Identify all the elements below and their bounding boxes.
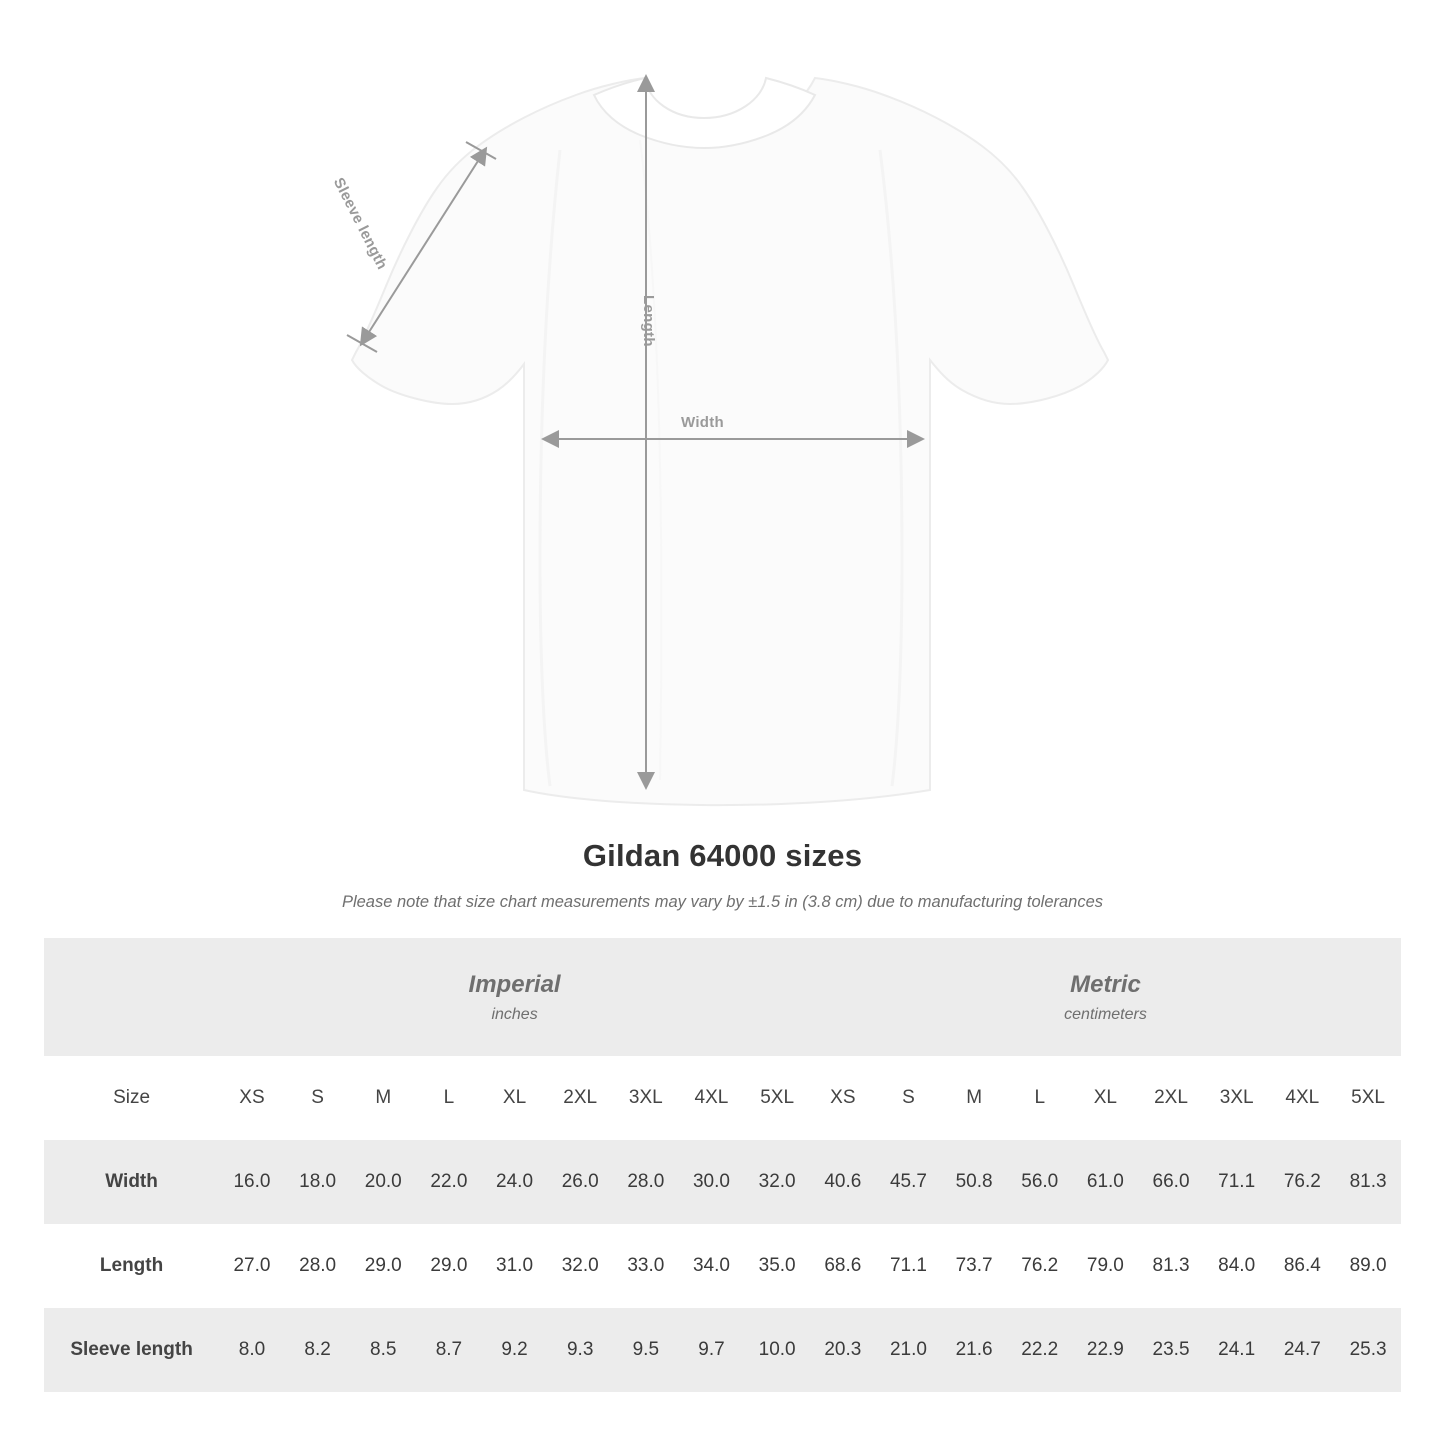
cell: 56.0 [1007,1140,1073,1224]
row-label-sleeve-length: Sleeve length [44,1308,219,1392]
cell: 84.0 [1204,1224,1270,1308]
cell: 22.0 [416,1140,482,1224]
cell: 18.0 [285,1140,351,1224]
size-header-cell: XL [1073,1056,1139,1140]
size-header-cell: 2XL [547,1056,613,1140]
cell: 10.0 [744,1308,810,1392]
cell: 50.8 [941,1140,1007,1224]
size-header-cell: S [285,1056,351,1140]
cell: 29.0 [350,1224,416,1308]
cell: 26.0 [547,1140,613,1224]
cell: 9.7 [679,1308,745,1392]
metric-subtitle: centimeters [1064,1006,1147,1023]
cell: 20.3 [810,1308,876,1392]
size-table-wrapper [44,938,1401,1392]
cell: 27.0 [219,1224,285,1308]
size-header-cell: M [941,1056,1007,1140]
cell: 16.0 [219,1140,285,1224]
size-header-cell: 3XL [613,1056,679,1140]
cell: 66.0 [1138,1140,1204,1224]
cell: 25.3 [1335,1308,1401,1392]
tolerance-note: Please note that size chart measurements may vary by ±1.5 in (3.8 cm) due to manufacturing tolerances [341,893,1104,911]
cell: 30.0 [679,1140,745,1224]
cell: 21.0 [876,1308,942,1392]
size-header-label: Size [44,1056,219,1140]
cell: 81.3 [1138,1224,1204,1308]
unit-header-row [44,938,1401,1056]
cell: 34.0 [679,1224,745,1308]
cell: 81.3 [1335,1140,1401,1224]
cell: 45.7 [876,1140,942,1224]
metric-title: Metric [1070,971,1141,998]
imperial-title: Imperial [468,971,561,998]
cell: 32.0 [744,1140,810,1224]
cell: 9.3 [547,1308,613,1392]
cell: 76.2 [1007,1224,1073,1308]
cell: 32.0 [547,1224,613,1308]
sleeve-length-label: Sleeve length [329,175,391,273]
cell: 79.0 [1073,1224,1139,1308]
cell: 71.1 [876,1224,942,1308]
row-label-width: Width [44,1140,219,1224]
size-header-cell: L [416,1056,482,1140]
cell: 35.0 [744,1224,810,1308]
cell: 8.7 [416,1308,482,1392]
size-header-cell: XS [219,1056,285,1140]
size-header-cell: 5XL [744,1056,810,1140]
cell: 23.5 [1138,1308,1204,1392]
cell: 8.5 [350,1308,416,1392]
table-row [44,1308,1401,1392]
cell: 21.6 [941,1308,1007,1392]
unit-header-metric [810,938,1401,1056]
size-header-cell: XL [482,1056,548,1140]
cell: 8.2 [285,1308,351,1392]
cell: 22.9 [1073,1308,1139,1392]
cell: 28.0 [285,1224,351,1308]
size-header-row [44,1056,1401,1140]
size-header-cell: L [1007,1056,1073,1140]
cell: 86.4 [1269,1224,1335,1308]
page-title: Gildan 64000 sizes [582,838,863,873]
size-header-cell: 2XL [1138,1056,1204,1140]
size-header-cell: XS [810,1056,876,1140]
cell: 9.5 [613,1308,679,1392]
size-header-cell: 4XL [679,1056,745,1140]
cell: 29.0 [416,1224,482,1308]
cell: 76.2 [1269,1140,1335,1224]
size-header-cell: 5XL [1335,1056,1401,1140]
imperial-subtitle: inches [491,1006,538,1023]
table-row [44,1140,1401,1224]
unit-header-imperial [219,938,810,1056]
cell: 61.0 [1073,1140,1139,1224]
row-label-length: Length [44,1224,219,1308]
cell: 28.0 [613,1140,679,1224]
cell: 24.0 [482,1140,548,1224]
size-header-cell: 4XL [1269,1056,1335,1140]
cell: 24.7 [1269,1308,1335,1392]
cell: 22.2 [1007,1308,1073,1392]
size-header-cell: 3XL [1204,1056,1270,1140]
cell: 8.0 [219,1308,285,1392]
cell: 71.1 [1204,1140,1270,1224]
size-table [44,938,1401,1392]
cell: 9.2 [482,1308,548,1392]
cell: 33.0 [613,1224,679,1308]
unit-header-spacer [44,938,219,1056]
size-header-cell: M [350,1056,416,1140]
cell: 31.0 [482,1224,548,1308]
cell: 68.6 [810,1224,876,1308]
cell: 89.0 [1335,1224,1401,1308]
cell: 24.1 [1204,1308,1270,1392]
length-label: Length [640,295,657,347]
cell: 73.7 [941,1224,1007,1308]
cell: 20.0 [350,1140,416,1224]
width-label: Width [681,414,725,431]
cell: 40.6 [810,1140,876,1224]
size-header-cell: S [876,1056,942,1140]
table-row [44,1224,1401,1308]
